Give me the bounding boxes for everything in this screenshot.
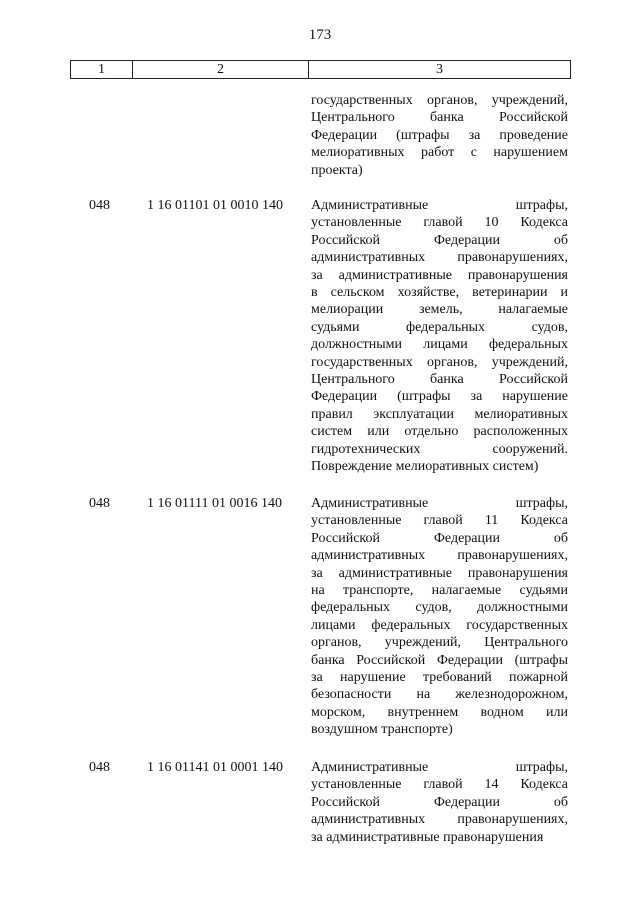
description-line: за административные правонарушения	[311, 829, 544, 845]
budget-classification-code: 1 16 01141 01 0001 140	[147, 760, 283, 775]
description-line: Федерации (штрафы за проведение	[311, 127, 568, 143]
description-line: безопасности на железнодорожном,	[311, 687, 568, 703]
description-line: федеральных судов, должностными	[311, 600, 568, 616]
description-line: Административные штрафы,	[311, 760, 568, 775]
description-line: установленные главой 11 Кодекса	[311, 513, 568, 529]
description-line: Центрального банка Российской	[311, 372, 568, 388]
column-header-table	[70, 60, 571, 79]
description-line: Федерации (штрафы за нарушение	[311, 389, 568, 405]
description-line: за административные правонарушения	[311, 267, 568, 283]
row-description	[311, 197, 568, 476]
description-line: мелиоративных работ с нарушением	[311, 145, 568, 161]
description-line: судьями федеральных судов,	[311, 319, 568, 335]
description-line: административных правонарушениях,	[311, 548, 568, 564]
description-line: органов, учреждений, Центрального	[311, 635, 568, 651]
description-line: Российской Федерации об	[311, 530, 568, 546]
description-line: Российской Федерации об	[311, 232, 568, 248]
description-line: лицами федеральных государственных	[311, 617, 568, 633]
description-line: административных правонарушениях,	[311, 812, 568, 828]
description-line: за административные правонарушения	[311, 565, 568, 581]
description-line: банка Российской Федерации (штрафы	[311, 652, 568, 668]
column-header-2: 2	[133, 61, 309, 78]
description-line: Центрального банка Российской	[311, 110, 568, 126]
description-line: систем или отдельно расположенных	[311, 424, 568, 440]
description-line: морском, внутреннем водном или	[311, 704, 568, 720]
row-description	[311, 759, 568, 846]
budget-classification-code: 1 16 01101 01 0010 140	[147, 198, 283, 213]
description-line: Административные штрафы,	[311, 198, 568, 213]
description-line: на транспорте, налагаемые судьями	[311, 583, 568, 599]
description-line: должностными лицами федеральных	[311, 337, 568, 353]
admin-code: 048	[89, 198, 110, 213]
description-line: за нарушение требований пожарной	[311, 670, 568, 686]
row-description	[311, 495, 568, 739]
description-line: государственных органов, учреждений,	[311, 93, 568, 108]
column-header-1: 1	[71, 61, 133, 78]
description-line: Российской Федерации об	[311, 794, 568, 810]
description-line: установленные главой 10 Кодекса	[311, 215, 568, 231]
description-line: проекта)	[311, 162, 363, 178]
description-line: гидротехнических сооружений.	[311, 441, 568, 457]
column-header-3: 3	[436, 62, 443, 77]
admin-code: 048	[89, 760, 110, 775]
budget-classification-code: 1 16 01111 01 0016 140	[147, 496, 282, 511]
description-line: в сельском хозяйстве, ветеринарии и	[311, 285, 568, 301]
description-line: правил эксплуатации мелиоративных	[311, 406, 568, 422]
admin-code: 048	[89, 496, 110, 511]
description-line: Административные штрафы,	[311, 496, 568, 511]
description-line: административных правонарушениях,	[311, 250, 568, 266]
description-line: установленные главой 14 Кодекса	[311, 777, 568, 793]
continuation-description	[311, 92, 568, 179]
description-line: мелиорации земель, налагаемые	[311, 302, 568, 318]
page-number: 173	[308, 27, 332, 43]
description-line: воздушном транспорте)	[311, 722, 453, 738]
description-line: государственных органов, учреждений,	[311, 354, 568, 370]
description-line: Повреждение мелиоративных систем)	[311, 459, 539, 475]
